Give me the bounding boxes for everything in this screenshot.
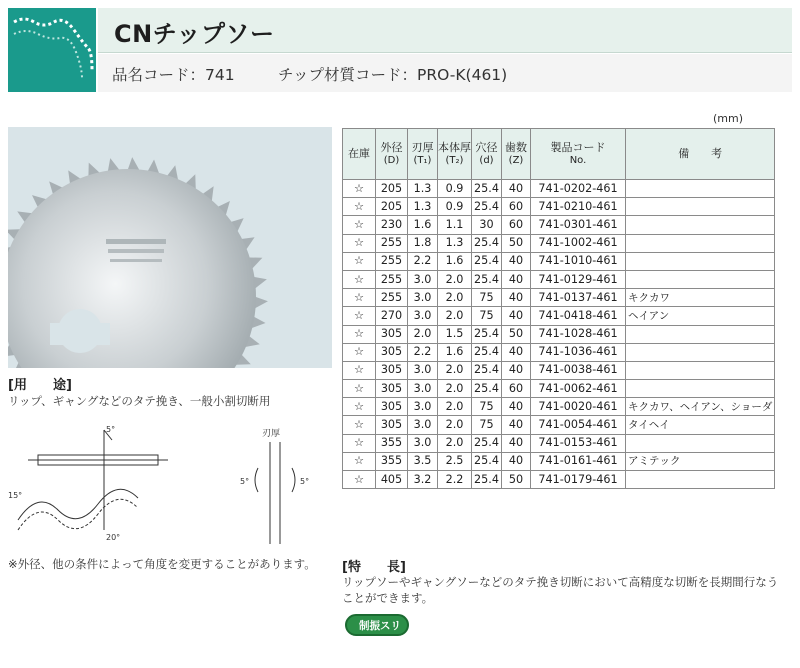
cell-t1: 3.0 xyxy=(408,380,438,398)
cell-bore: 25.4 xyxy=(472,270,502,288)
cell-stock: ☆ xyxy=(343,398,376,416)
usage-text: リップ、ギャングなどのタテ挽き、一般小割切断用 xyxy=(8,394,271,408)
saw-blade-photo xyxy=(8,127,332,368)
cell-d: 305 xyxy=(376,380,408,398)
angle-note: ※外径、他の条件によって角度を変更することがあります。 xyxy=(8,557,316,571)
cell-stock: ☆ xyxy=(343,434,376,452)
cell-d: 205 xyxy=(376,198,408,216)
page-title: CNチップソー xyxy=(114,20,275,48)
cell-remark xyxy=(626,361,775,379)
cell-stock: ☆ xyxy=(343,198,376,216)
table-row xyxy=(343,471,775,489)
cell-code: 741-0179-461 xyxy=(531,471,626,489)
features-line-2: ことができます。 xyxy=(342,591,434,605)
cell-z: 40 xyxy=(502,398,531,416)
cell-code: 741-0153-461 xyxy=(531,434,626,452)
table-row xyxy=(343,343,775,361)
cell-t1: 3.0 xyxy=(408,289,438,307)
cell-bore: 25.4 xyxy=(472,234,502,252)
cell-d: 355 xyxy=(376,452,408,470)
tip-material-code: チップ材質コード：PRO-K(461) xyxy=(278,66,508,84)
cell-t2: 2.0 xyxy=(438,416,472,434)
table-row xyxy=(343,398,775,416)
cell-bore: 75 xyxy=(472,416,502,434)
cell-t1: 3.0 xyxy=(408,361,438,379)
cell-bore: 25.4 xyxy=(472,471,502,489)
table-row xyxy=(343,434,775,452)
cell-t1: 1.3 xyxy=(408,180,438,198)
col-body-sub: (T₂) xyxy=(445,154,464,166)
cell-stock: ☆ xyxy=(343,380,376,398)
cell-d: 255 xyxy=(376,270,408,288)
cell-t2: 2.0 xyxy=(438,380,472,398)
cell-stock: ☆ xyxy=(343,180,376,198)
col-kerf-sub: (T₁) xyxy=(413,154,432,166)
cell-stock: ☆ xyxy=(343,289,376,307)
title-bar xyxy=(98,8,792,53)
cell-z: 60 xyxy=(502,380,531,398)
col-teeth: 歯数 xyxy=(505,140,527,154)
cell-remark xyxy=(626,325,775,343)
col-code-sub: No. xyxy=(569,154,587,166)
cell-stock: ☆ xyxy=(343,325,376,343)
table-row xyxy=(343,361,775,379)
cell-t1: 3.2 xyxy=(408,471,438,489)
cell-d: 305 xyxy=(376,416,408,434)
table-row xyxy=(343,180,775,198)
cell-d: 405 xyxy=(376,471,408,489)
cell-t2: 2.0 xyxy=(438,307,472,325)
cell-bore: 25.4 xyxy=(472,434,502,452)
spec-table xyxy=(342,128,775,489)
cell-code: 741-1010-461 xyxy=(531,252,626,270)
table-row xyxy=(343,216,775,234)
cell-t1: 3.5 xyxy=(408,452,438,470)
cell-z: 50 xyxy=(502,325,531,343)
cell-code: 741-0038-461 xyxy=(531,361,626,379)
cell-code: 741-0418-461 xyxy=(531,307,626,325)
cell-t1: 3.0 xyxy=(408,416,438,434)
cell-d: 270 xyxy=(376,307,408,325)
side-angle-right: 5° xyxy=(300,477,310,486)
cell-z: 40 xyxy=(502,270,531,288)
cell-bore: 75 xyxy=(472,398,502,416)
cell-d: 305 xyxy=(376,343,408,361)
cell-t2: 1.6 xyxy=(438,252,472,270)
cell-code: 741-0129-461 xyxy=(531,270,626,288)
cell-t1: 1.3 xyxy=(408,198,438,216)
col-dia: 外径 xyxy=(380,140,403,154)
cell-t2: 1.3 xyxy=(438,234,472,252)
cell-bore: 25.4 xyxy=(472,198,502,216)
cell-remark: アミテック xyxy=(626,452,775,470)
cell-t2: 2.5 xyxy=(438,452,472,470)
cell-remark xyxy=(626,198,775,216)
col-bore-sub: (d) xyxy=(479,154,494,166)
cell-stock: ☆ xyxy=(343,307,376,325)
cell-t1: 1.8 xyxy=(408,234,438,252)
unit-label: (mm) xyxy=(713,112,744,125)
cell-bore: 25.4 xyxy=(472,343,502,361)
cell-z: 40 xyxy=(502,289,531,307)
cell-bore: 25.4 xyxy=(472,252,502,270)
cell-stock: ☆ xyxy=(343,234,376,252)
usage-heading: [用 途] xyxy=(8,378,72,393)
cell-code: 741-0020-461 xyxy=(531,398,626,416)
angle-bottom-label: 20° xyxy=(106,533,121,542)
col-code: 製品コード xyxy=(550,140,606,154)
table-row xyxy=(343,198,775,216)
cell-t2: 2.2 xyxy=(438,471,472,489)
cell-z: 40 xyxy=(502,361,531,379)
cell-remark xyxy=(626,234,775,252)
table-row xyxy=(343,452,775,470)
cell-t2: 1.5 xyxy=(438,325,472,343)
cell-remark xyxy=(626,216,775,234)
cell-bore: 25.4 xyxy=(472,180,502,198)
cell-stock: ☆ xyxy=(343,471,376,489)
cell-remark xyxy=(626,180,775,198)
code-bar xyxy=(98,54,792,92)
cell-t2: 2.0 xyxy=(438,361,472,379)
cell-z: 40 xyxy=(502,307,531,325)
cell-code: 741-1036-461 xyxy=(531,343,626,361)
vibration-slit-badge xyxy=(345,614,409,647)
cell-t2: 2.0 xyxy=(438,398,472,416)
cell-bore: 75 xyxy=(472,307,502,325)
table-row xyxy=(343,416,775,434)
cell-t2: 0.9 xyxy=(438,198,472,216)
cell-stock: ☆ xyxy=(343,252,376,270)
cell-d: 205 xyxy=(376,180,408,198)
cell-remark xyxy=(626,270,775,288)
cell-remark xyxy=(626,380,775,398)
cell-t1: 3.0 xyxy=(408,270,438,288)
table-row xyxy=(343,380,775,398)
cell-remark xyxy=(626,434,775,452)
cell-d: 255 xyxy=(376,289,408,307)
cell-d: 355 xyxy=(376,434,408,452)
cell-t1: 1.6 xyxy=(408,216,438,234)
cell-t2: 2.0 xyxy=(438,270,472,288)
col-dia-sub: (D) xyxy=(383,154,400,166)
cell-stock: ☆ xyxy=(343,270,376,288)
cell-code: 741-0054-461 xyxy=(531,416,626,434)
cell-d: 230 xyxy=(376,216,408,234)
cell-z: 40 xyxy=(502,434,531,452)
cell-stock: ☆ xyxy=(343,416,376,434)
cell-t1: 2.2 xyxy=(408,343,438,361)
cell-code: 741-0301-461 xyxy=(531,216,626,234)
cell-t1: 2.0 xyxy=(408,325,438,343)
side-angle-left: 5° xyxy=(240,477,250,486)
table-header-row xyxy=(343,129,775,180)
cell-d: 305 xyxy=(376,398,408,416)
cell-t1: 3.0 xyxy=(408,434,438,452)
table-row xyxy=(343,289,775,307)
cell-bore: 25.4 xyxy=(472,452,502,470)
cell-code: 741-0137-461 xyxy=(531,289,626,307)
cell-z: 60 xyxy=(502,216,531,234)
cell-d: 305 xyxy=(376,325,408,343)
cell-t2: 2.0 xyxy=(438,434,472,452)
cell-z: 40 xyxy=(502,416,531,434)
cell-z: 40 xyxy=(502,180,531,198)
tooth-angle-diagram xyxy=(8,420,328,550)
kerf-label: 刃厚 xyxy=(262,429,281,439)
table-row xyxy=(343,234,775,252)
cell-remark xyxy=(626,471,775,489)
col-remarks: 備 考 xyxy=(678,147,723,160)
cell-d: 255 xyxy=(376,234,408,252)
product-code: 品名コード：741 xyxy=(112,66,235,84)
cell-t2: 1.6 xyxy=(438,343,472,361)
cell-t1: 2.2 xyxy=(408,252,438,270)
cell-remark xyxy=(626,252,775,270)
features-heading: [特 長] xyxy=(342,560,406,575)
badge-label: 制振スリット xyxy=(359,620,401,647)
cell-remark: タイヘイ xyxy=(626,416,775,434)
cell-bore: 75 xyxy=(472,289,502,307)
cell-code: 741-0062-461 xyxy=(531,380,626,398)
cell-z: 60 xyxy=(502,198,531,216)
cell-z: 50 xyxy=(502,471,531,489)
cell-remark: キクカワ、ヘイアン、ショーダ xyxy=(626,398,775,416)
col-stock: 在庫 xyxy=(348,147,370,160)
cell-bore: 25.4 xyxy=(472,380,502,398)
cell-z: 50 xyxy=(502,234,531,252)
col-body: 本体厚 xyxy=(438,140,471,154)
brand-logo xyxy=(8,8,96,92)
cell-stock: ☆ xyxy=(343,361,376,379)
col-teeth-sub: (Z) xyxy=(508,154,524,166)
cell-code: 741-0210-461 xyxy=(531,198,626,216)
cell-stock: ☆ xyxy=(343,216,376,234)
cell-t1: 3.0 xyxy=(408,307,438,325)
cell-remark xyxy=(626,343,775,361)
cell-d: 305 xyxy=(376,361,408,379)
table-row xyxy=(343,270,775,288)
features-line-1: リップソーやギャングソーなどのタテ挽き切断において高精度な切断を長期間行なう xyxy=(342,575,779,589)
table-row xyxy=(343,325,775,343)
cell-code: 741-1002-461 xyxy=(531,234,626,252)
cell-code: 741-1028-461 xyxy=(531,325,626,343)
cell-stock: ☆ xyxy=(343,452,376,470)
cell-remark: ヘイアン xyxy=(626,307,775,325)
cell-remark: キクカワ xyxy=(626,289,775,307)
angle-top-label: 5° xyxy=(106,425,116,434)
cell-bore: 25.4 xyxy=(472,361,502,379)
cell-bore: 25.4 xyxy=(472,325,502,343)
cell-t1: 3.0 xyxy=(408,398,438,416)
cell-bore: 30 xyxy=(472,216,502,234)
table-row xyxy=(343,252,775,270)
col-bore: 穴径 xyxy=(475,140,498,154)
cell-d: 255 xyxy=(376,252,408,270)
cell-z: 40 xyxy=(502,252,531,270)
cell-z: 40 xyxy=(502,452,531,470)
cell-z: 40 xyxy=(502,343,531,361)
cell-t2: 1.1 xyxy=(438,216,472,234)
cell-code: 741-0202-461 xyxy=(531,180,626,198)
cell-stock: ☆ xyxy=(343,343,376,361)
cell-code: 741-0161-461 xyxy=(531,452,626,470)
table-row xyxy=(343,307,775,325)
cell-t2: 0.9 xyxy=(438,180,472,198)
col-kerf: 刃厚 xyxy=(411,140,434,154)
cell-t2: 2.0 xyxy=(438,289,472,307)
angle-side-label: 15° xyxy=(8,491,23,500)
